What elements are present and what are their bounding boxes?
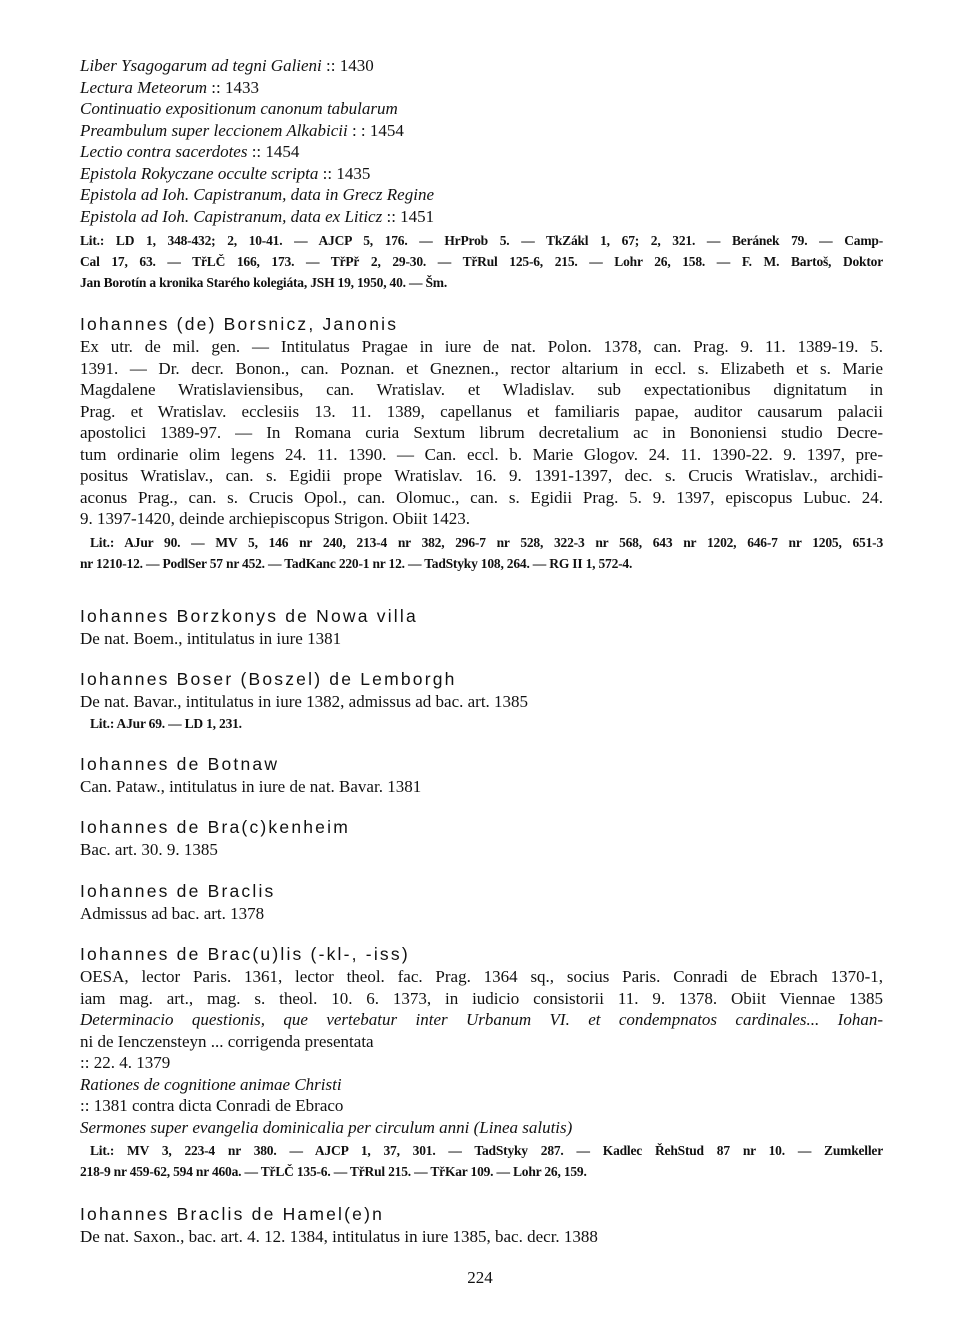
entry-text-line: Prag. et Wratislav. ecclesiis 13. 11. 1389, capellanus et familiaris papae, auditor causarum palacii: [80, 401, 883, 421]
entry-text-line: OESA, lector Paris. 1361, lector theol. fac. Prag. 1364 sq., socius Paris. Conradi de Ebrach 1370-1,: [80, 967, 883, 986]
entry-brackenheim: [80, 815, 883, 861]
entry-heading: Iohannes Braclis de Hamel(e)n: [80, 1204, 385, 1224]
work-item: Epistola ad Ioh. Capistranum, data in Grecz Regine: [80, 185, 434, 204]
entry-text-line: :: 1381 contra dicta Conradi de Ebraco: [80, 1096, 344, 1115]
entry-heading: Iohannes Borzkonys de Nowa villa: [80, 605, 418, 626]
entry-work-title: Rationes de cognitione animae Christi: [80, 1074, 342, 1094]
entry-heading: Iohannes de Braclis: [80, 880, 276, 901]
entry-text-line: Bac. art. 30. 9. 1385: [80, 840, 218, 859]
entry-borzkonys: [80, 604, 883, 650]
entry-work-title: Determinacio questionis, que vertebatur inter Urbanum VI. et condempnatos cardinales... Iohan-: [80, 1010, 883, 1029]
entry-text-line: Admissus ad bac. art. 1378: [80, 903, 265, 923]
literature-line: Lit.: LD 1, 348-432; 2, 10-41. — AJCP 5, 176. — HrProb 5. — TkZákl 1, 67; 2, 321. — Beránek 79. — Camp-: [80, 233, 883, 248]
entry-hameln: [80, 1202, 883, 1248]
entry-braculis: [80, 942, 883, 1182]
work-item: Epistola Rokyczane occulte scripta :: 1435: [80, 163, 371, 183]
literature-line: Lit.: AJur 90. — MV 5, 146 nr 240, 213-4 nr 382, 296-7 nr 528, 322-3 nr 568, 643 nr 1202, 646-7 nr 1205, 651-3: [90, 534, 883, 550]
literature-line: 218-9 nr 459-62, 594 nr 460a. — TřLČ 135-6. — TřRul 215. — TřKar 109. — Lohr 26, 159.: [80, 1164, 587, 1179]
entry-text-line: Ex utr. de mil. gen. — Intitulatus Pragae in iure de nat. Polon. 1378, can. Prag. 9. 11. 1389-19. 5.: [80, 337, 883, 356]
work-item: Lectio contra sacerdotes :: 1454: [80, 142, 300, 161]
entry-boser: [80, 667, 883, 734]
entry-heading: Iohannes (de) Borsnicz, Janonis: [80, 314, 399, 334]
literature-line: nr 1210-12. — PodlSer 57 nr 452. — TadKanc 220-1 nr 12. — TadStyky 108, 264. — RG II 1, 572-4.: [80, 555, 633, 571]
page-content: [80, 55, 883, 1248]
works-list: [80, 55, 883, 227]
literature-block: [80, 230, 883, 293]
entry-braclis: [80, 879, 883, 925]
entry-heading: Iohannes de Brac(u)lis (-kl-, -iss): [80, 944, 410, 964]
literature-line: Lit.: MV 3, 223-4 nr 380. — AJCP 1, 37, 301. — TadStyky 287. — Kadlec ŘehStud 87 nr 10. — Zumkeller: [90, 1143, 883, 1158]
work-item: Epistola ad Ioh. Capistranum, data ex Liticz :: 1451: [80, 206, 435, 226]
entry-heading: Iohannes de Bra(c)kenheim: [80, 817, 350, 837]
literature-line: Lit.: AJur 69. — LD 1, 231.: [90, 715, 242, 731]
page-number: 224: [467, 1268, 493, 1287]
entry-text-line: :: 22. 4. 1379: [80, 1053, 171, 1072]
entry-text-line: De nat. Saxon., bac. art. 4. 12. 1384, intitulatus in iure 1385, bac. decr. 1388: [80, 1227, 598, 1246]
entry-heading: Iohannes de Botnaw: [80, 753, 280, 774]
entry-text-line: aconus Prag., can. s. Crucis Opol., can. Olomuc., can. s. Egidii Prag. 5. 9. 1397, episcopus Lubuc. 24.: [80, 487, 883, 507]
entry-text-line: 1391. — Dr. decr. Bonon., can. Poznan. et Gneznen., rector altarium in eccl. s. Elizabeth et s. Marie: [80, 358, 883, 378]
entry-text-line: Magdalene Wratislaviensibus, can. Wratislav. et Wladislav. sub expectationibus dignitatum in: [80, 380, 883, 399]
entry-text-line: apostolici 1389-97. — In Romana curia Sextum librum decretalium ac in Bononiensi studio Decre-: [80, 423, 883, 442]
entry-text-line: ni de Ienczensteyn ... corrigenda presentata: [80, 1031, 374, 1051]
entry-text-line: De nat. Boem., intitulatus in iure 1381: [80, 628, 342, 648]
entry-borsnicz: [80, 312, 883, 574]
entry-text-line: tum ordinarie olim legens 24. 11. 1390. — Can. eccl. b. Marie Glogov. 24. 11. 1390-22. 9. 1397, pre-: [80, 444, 883, 464]
entry-heading: Iohannes Boser (Boszel) de Lemborgh: [80, 669, 457, 689]
entry-text-line: 9. 1397-1420, deinde archiepiscopus Strigon. Obiit 1423.: [80, 509, 471, 528]
work-item: Preambulum super leccionem Alkabicii : : 1454: [80, 120, 404, 140]
literature-line: Jan Borotín a kronika Starého kolegiáta, JSH 19, 1950, 40. — Šm.: [80, 275, 447, 290]
entry-botnaw: [80, 752, 883, 798]
literature-line: Cal 17, 63. — TřLČ 166, 173. — TřPř 2, 29-30. — TřRul 125-6, 215. — Lohr 26, 158. — F. M. Bartoš, Doktor: [80, 254, 883, 269]
entry-text-line: Can. Pataw., intitulatus in iure de nat. Bavar. 1381: [80, 776, 422, 796]
entry-text-line: positus Wratislav., can. s. Egidii prope Wratislav. 16. 9. 1391-1397, dec. s. Crucis Wratislav., archidi-: [80, 466, 883, 485]
work-item: Continuatio expositionum canonum tabularum: [80, 99, 398, 118]
work-item: Liber Ysagogarum ad tegni Galieni :: 1430: [80, 56, 374, 75]
entry-text-line: iam mag. art., mag. s. theol. 10. 6. 1373, in iudicio consistorii 11. 9. 1378. Obiit Viennae 1385: [80, 988, 883, 1008]
work-item: Lectura Meteorum :: 1433: [80, 77, 259, 97]
entry-text-line: De nat. Bavar., intitulatus in iure 1382, admissus ad bac. art. 1385: [80, 692, 529, 711]
entry-work-title: Sermones super evangelia dominicalia per circulum anni (Linea salutis): [80, 1117, 573, 1137]
